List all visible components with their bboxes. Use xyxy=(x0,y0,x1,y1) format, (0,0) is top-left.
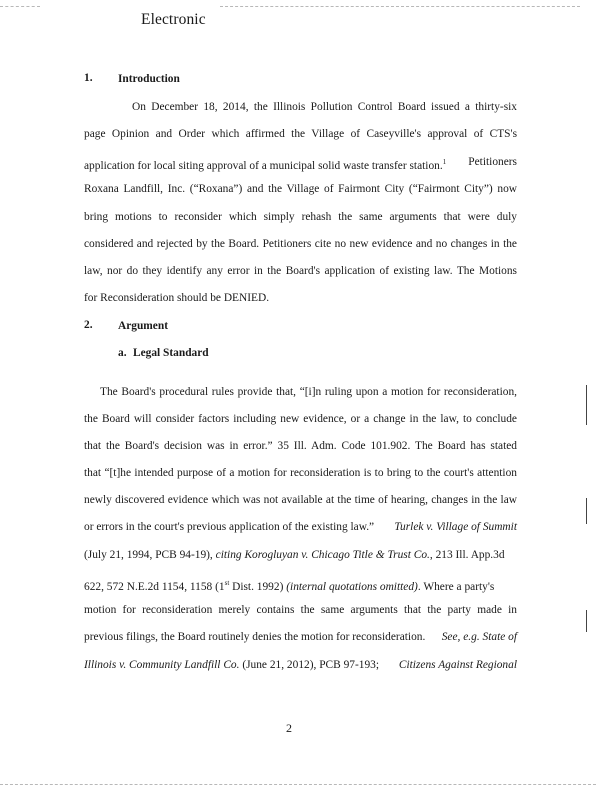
scan-mark-right-2 xyxy=(586,498,587,524)
section-1-number: 1. xyxy=(84,72,93,84)
intro-line-3-text: application for local siting approval of a municipal solid waste transfer station. xyxy=(84,159,443,172)
legal-line-2: the Board will consider factors including new evidence, or a change in the law, to conclude xyxy=(84,413,517,425)
cite-ne2d: 622, 572 N.E.2d 1154, 1158 (1 xyxy=(84,580,225,593)
scan-border-top xyxy=(220,6,580,7)
legal-line-4: that “[t]he intended purpose of a motion for reconsideration is to bring to the court's attention xyxy=(84,467,517,479)
case-community-landfill: Illinois v. Community Landfill Co. xyxy=(84,659,240,671)
section-2-number: 2. xyxy=(84,319,93,331)
cite-korogluyan-reporter: , 213 Ill. App.3d xyxy=(429,549,505,561)
cite-turlek-rest: (July 21, 1994, PCB 94-19), xyxy=(84,549,213,561)
case-korogluyan: citing Korogluyan v. Chicago Title & Trust Co. xyxy=(215,549,430,561)
footnote-marker: 1 xyxy=(442,158,447,166)
legal-line-10 xyxy=(84,630,517,644)
legal-line-5: newly discovered evidence which was not available at the time of hearing, changes in the law xyxy=(84,494,517,506)
legal-line-11 xyxy=(84,658,517,672)
intro-line-2: page Opinion and Order which affirmed the Village of Caseyville's approval of CTS's xyxy=(84,128,517,140)
cite-dist: Dist. 1992) xyxy=(229,580,284,593)
intro-line-5: bring motions to reconsider which simply rehash the same arguments that were duly xyxy=(84,211,517,223)
case-turlek: Turlek v. Village of Summit xyxy=(394,521,517,533)
intro-line-1: On December 18, 2014, the Illinois Pollution Control Board issued a thirty-six xyxy=(132,101,517,113)
scan-mark-right-3 xyxy=(586,610,587,632)
legal-line-6-text: or errors in the court's previous application of the existing law.” xyxy=(84,521,375,533)
intro-line-7: law, nor do they identify any error in the Board's application of existing law. The Motions xyxy=(84,265,517,277)
section-2-heading: Argument xyxy=(118,320,168,332)
section-1-heading: Introduction xyxy=(118,73,180,85)
electronic-filing-header: Electronic xyxy=(141,11,206,28)
see-eg: See, e.g. State of xyxy=(441,631,517,643)
cite-paren: (internal quotations omitted) xyxy=(286,580,418,593)
scan-mark-right-1 xyxy=(586,385,587,425)
intro-line-4: Roxana Landfill, Inc. (“Roxana”) and the Village of Fairmont City (“Fairmont City”) now xyxy=(84,183,517,195)
legal-line-8 xyxy=(84,576,517,594)
legal-line-9: motion for reconsideration merely contains the same arguments that the party made in xyxy=(84,604,517,616)
intro-line-3 xyxy=(84,155,517,173)
intro-line-6: considered and rejected by the Board. Petitioners cite no new evidence and no changes in the xyxy=(84,238,517,250)
cite-sup: st xyxy=(224,579,230,587)
scan-border-bottom xyxy=(0,784,596,785)
legal-line-3: that the Board's decision was in error.” 35 Ill. Adm. Code 101.902. The Board has stated xyxy=(84,440,517,452)
case-citizens: Citizens Against Regional xyxy=(398,659,517,671)
page-number: 2 xyxy=(286,721,292,735)
cite-where: . Where a party's xyxy=(417,580,495,593)
legal-line-7 xyxy=(84,548,517,562)
intro-line-3-tail: Petitioners xyxy=(468,156,517,168)
cite-pcb: (June 21, 2012), PCB 97-193; xyxy=(239,659,380,671)
intro-line-8: for Reconsideration should be DENIED. xyxy=(84,292,270,304)
subsection-a-label: a. xyxy=(118,347,127,359)
legal-line-1: The Board's procedural rules provide that, “[i]n ruling upon a motion for reconsideration, xyxy=(100,386,517,398)
legal-line-10-text: previous filings, the Board routinely denies the motion for reconsideration. xyxy=(84,631,426,643)
subsection-a-heading: Legal Standard xyxy=(133,347,209,359)
scan-border-top-left xyxy=(0,6,40,7)
legal-line-6 xyxy=(84,520,517,534)
